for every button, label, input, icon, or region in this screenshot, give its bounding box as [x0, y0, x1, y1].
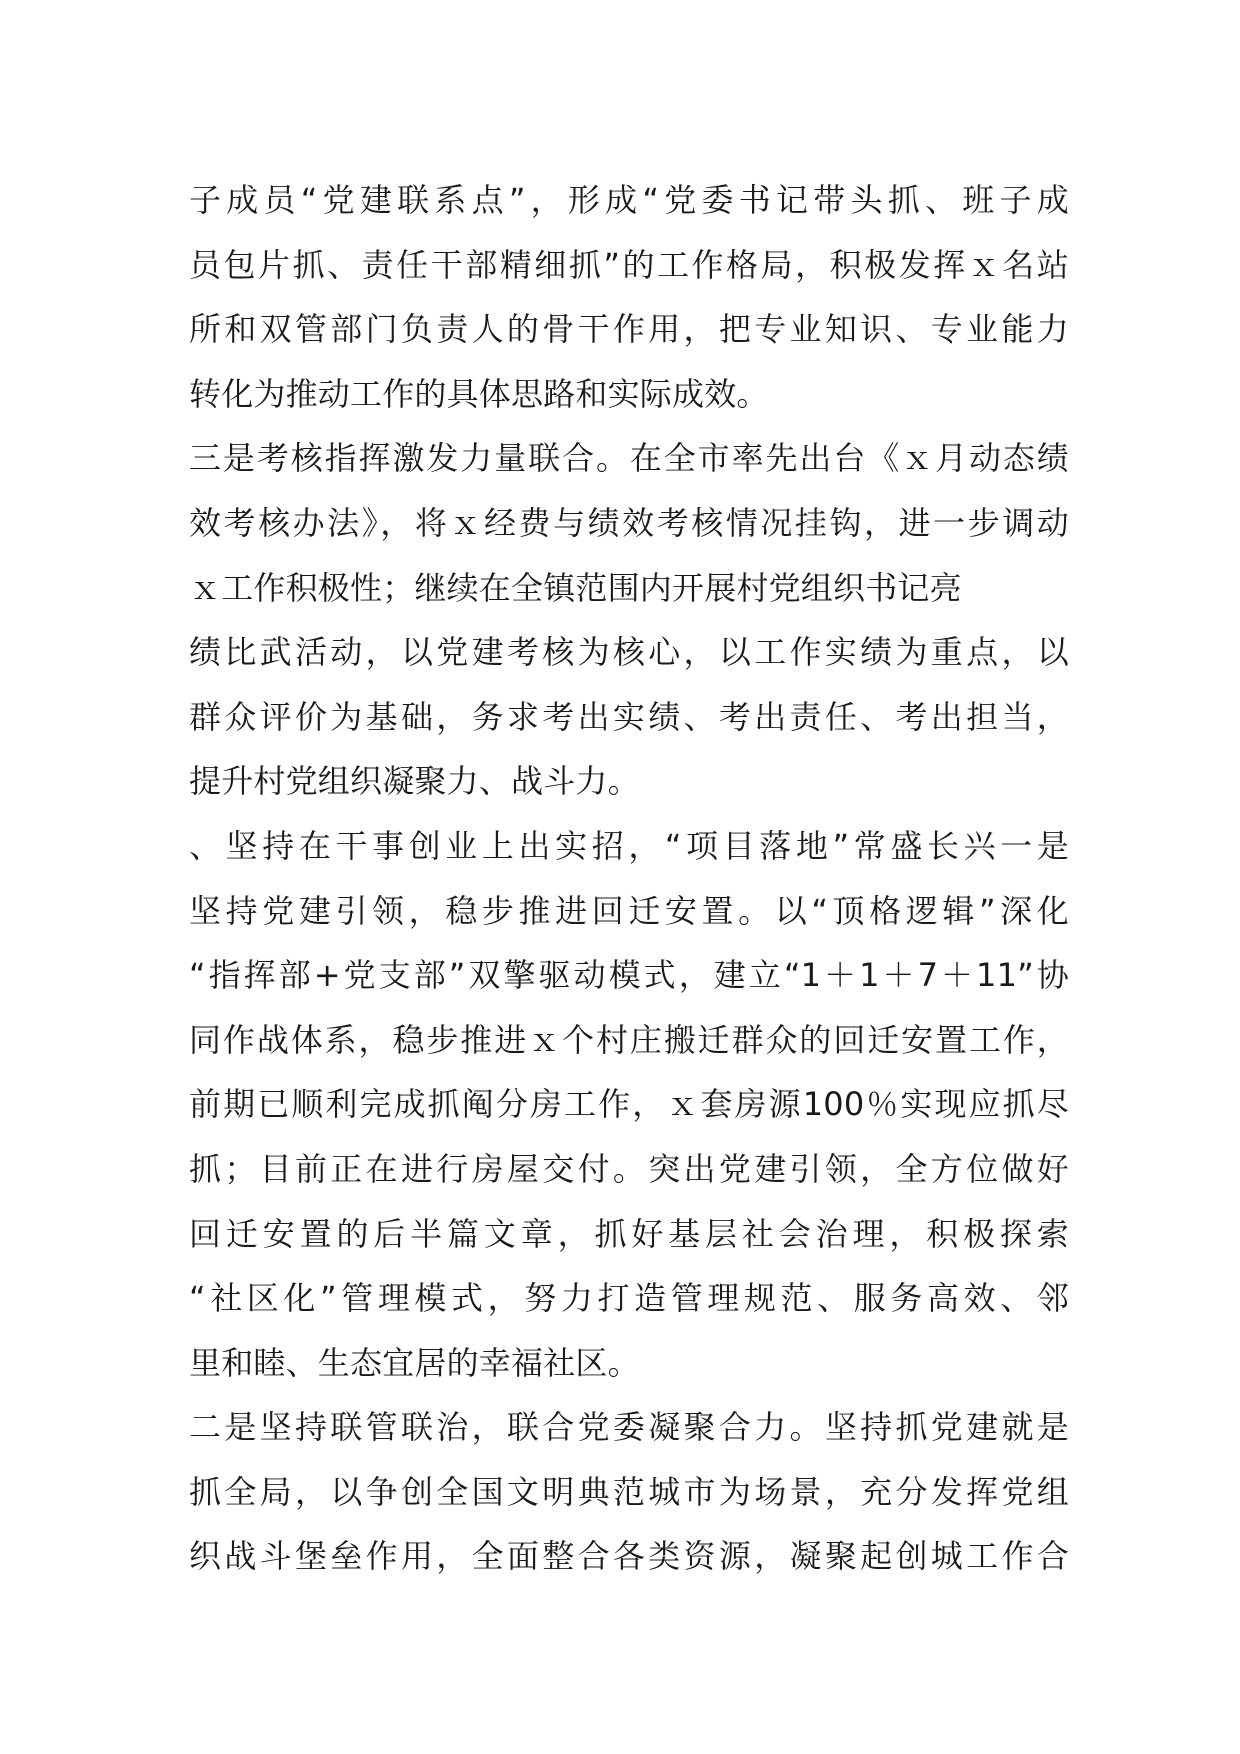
text-line-content: 员包片抓、责任干部精细抓”的工作格局，积极发挥ｘ名站	[189, 245, 1069, 284]
text-line	[189, 814, 1069, 879]
text-line	[189, 943, 1069, 1008]
text-line	[189, 1524, 1069, 1589]
text-line-content: 群众评价为基础，务求考出实绩、考出责任、考出担当，	[189, 697, 1069, 736]
text-line	[189, 491, 1069, 556]
body-text	[189, 168, 1069, 1589]
text-line	[189, 685, 1069, 750]
text-line	[189, 1137, 1069, 1202]
text-line	[189, 1395, 1069, 1460]
text-line-content: 二是坚持联管联治，联合党委凝聚合力。坚持抓党建就是	[189, 1408, 1069, 1447]
text-line-content: 子成员“党建联系点”，形成“党委书记带头抓、班子成	[189, 181, 1069, 219]
text-line	[189, 1460, 1069, 1525]
text-line-content: 回迁安置的后半篇文章，抓好基层社会治理，积极探索	[189, 1214, 1069, 1253]
text-line	[189, 620, 1069, 685]
text-line	[189, 556, 1069, 621]
text-line	[189, 1202, 1069, 1267]
text-line	[189, 233, 1069, 298]
text-line	[189, 749, 1069, 814]
text-line	[189, 426, 1069, 491]
text-line-content: 同作战体系，稳步推进ｘ个村庄搬迁群众的回迁安置工作，	[189, 1020, 1069, 1059]
text-line-content: 转化为推动工作的具体思路和实际成效。	[189, 374, 769, 413]
text-line	[189, 1331, 1069, 1396]
text-line-content: “社区化”管理模式，努力打造管理规范、服务高效、邻	[189, 1279, 1069, 1318]
text-line	[189, 879, 1069, 944]
text-line-content: 织战斗堡垒作用，全面整合各类资源，凝聚起创城工作合	[189, 1537, 1069, 1576]
text-line	[189, 1008, 1069, 1073]
text-line	[189, 1072, 1069, 1137]
text-line-content: 绩比武活动，以党建考核为核心，以工作实绩为重点，以	[189, 633, 1069, 672]
text-line-content: “指挥部+党支部”双擎驱动模式，建立“1＋1＋7＋11”协	[189, 956, 1069, 995]
text-line-content: 前期已顺利完成抓阄分房工作，ｘ套房源100％实现应抓尽	[189, 1085, 1069, 1124]
text-line-content: 效考核办法》，将ｘ经费与绩效考核情况挂钩，进一步调动	[189, 503, 1069, 542]
text-line-content: ｘ工作积极性；继续在全镇范围内开展村党组织书记亮	[189, 568, 962, 607]
text-line	[189, 362, 1069, 427]
text-line-content: 提升村党组织凝聚力、战斗力。	[189, 762, 640, 801]
text-line-content: 抓；目前正在进行房屋交付。突出党建引领，全方位做好	[189, 1149, 1069, 1188]
text-line-content: 里和睦、生态宜居的幸福社区。	[189, 1343, 640, 1382]
text-line	[189, 168, 1069, 233]
text-line	[189, 297, 1069, 362]
text-line-content: 抓全局，以争创全国文明典范城市为场景，充分发挥党组	[189, 1472, 1069, 1511]
text-line-content: 三是考核指挥激发力量联合。在全市率先出台《ｘ月动态绩	[189, 439, 1069, 478]
text-line-content: 坚持党建引领，稳步推进回迁安置。以“顶格逻辑”深化	[189, 891, 1069, 930]
text-line-content: 、坚持在干事创业上出实招，“项目落地”常盛长兴一是	[189, 826, 1069, 865]
text-line-content: 所和双管部门负责人的骨干作用，把专业知识、专业能力	[189, 310, 1069, 349]
text-line	[189, 1266, 1069, 1331]
